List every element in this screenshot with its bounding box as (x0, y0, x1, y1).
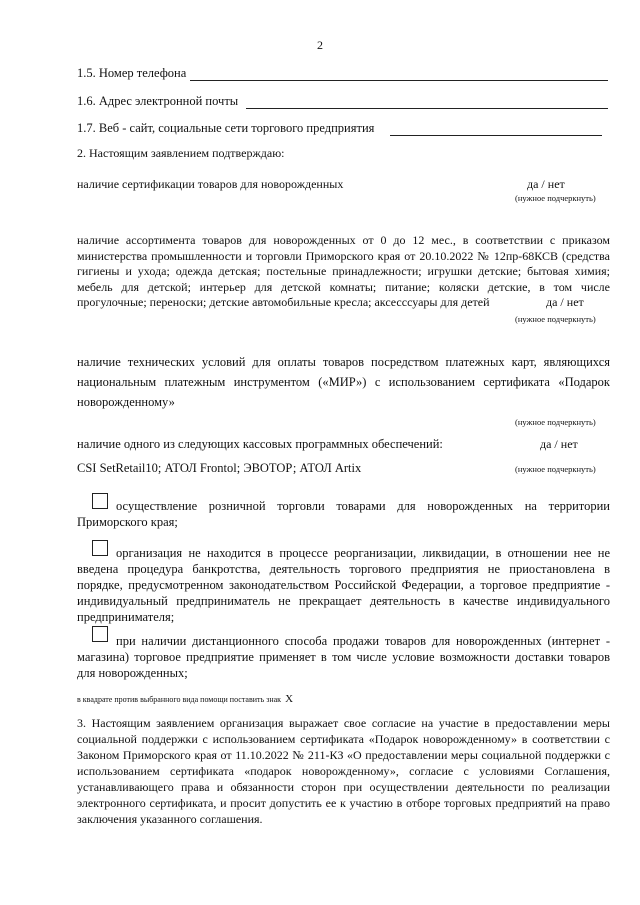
checkbox-hint (77, 689, 293, 707)
item-cash-software: наличие одного из следующих кассовых программных обеспечений: (77, 437, 443, 451)
note-3: (нужное подчеркнуть) (515, 417, 596, 427)
cash-software-list: CSI SetRetail10; АТОЛ Frontol; ЭВОТОР; АТОЛ Artix (77, 461, 362, 475)
email-field-line[interactable] (246, 108, 608, 109)
note-1: (нужное подчеркнуть) (515, 193, 596, 203)
website-field-line[interactable] (390, 135, 602, 136)
item-payment-conditions: наличие технических условий для оплаты товаров посредством платежных карт, являющихся национальным платежным инструментом («МИР») с использованием сертификата «Подарок новорожденному» (77, 355, 610, 409)
note-2: (нужное подчеркнуть) (515, 314, 596, 324)
website-field-label: 1.7. Веб - сайт, социальные сети торгового предприятия (77, 121, 375, 135)
checkbox-hint-mark: X (285, 693, 294, 705)
note-4: (нужное подчеркнуть) (515, 464, 596, 474)
item-assortment: наличие ассортимента товаров для новорожденных от 0 до 12 мес., в соответствии с приказом министерства промышленности и торговли Приморского края от 20.10.2022 № 12пр-68КСВ (средства гигиены и ухода; одежда детская; постельные принадлежности; игрушки детские; бытовая химия; мебель для детской; интерьер для детской комнаты; питание; коляски детские, в том числе прогулочные; переноски; детские автомобильные кресла; аксесссуары для детей (77, 233, 610, 309)
phone-field-line[interactable] (190, 80, 608, 81)
checkbox-online-delivery-text: при наличии дистанционного способа продажи товаров для новорожденных (интернет - магазина) торговое предприятие применяет в том числе условие возможности доставки товаров для новорожденных; (77, 634, 610, 680)
yes-no-4[interactable]: да / нет (540, 437, 578, 451)
checkbox-hint-text: в квадрате против выбранного вида помощи поставить знак (77, 695, 282, 704)
section3-consent: 3. Настоящим заявлением организация выражает свое согласие на участие в предоставлении меры социальной поддержки с использованием сертификата «Подарок новорожденному» в соответствии с Законом Приморского края от 11.10.2022 № 211-КЗ «О предоставлении меры социальной поддержки с использованием сертификата «подарок новорожденному», согласие с условиями Соглашения, устанавливающего права и обязанности сторон при осуществлении деятельности по реализации электронного сертификата, и просит допустить ее к участию в отборе торговых предприятий на право заключения указанного соглашения. (77, 716, 610, 826)
yes-no-2[interactable]: да / нет (540, 295, 584, 310)
phone-field-label: 1.5. Номер телефона (77, 66, 187, 80)
yes-no-1[interactable]: да / нет (527, 177, 565, 191)
page-number: 2 (317, 38, 323, 52)
checkbox-no-reorganization-text: организация не находится в процессе реорганизации, ликвидации, в отношении нее не введена процедура банкротства, деятельность торгового предприятия не приостановлена в порядке, предусмотренном законодательством Российской Федерации, а торговое предприятие - индивидуальный предприниматель не прекращает деятельность в качестве индивидуального предпринимателя; (77, 546, 610, 624)
checkbox-retail-trade-text: осуществление розничной торговли товарами для новорожденных на территории Приморского края; (77, 499, 610, 529)
email-field-label: 1.6. Адрес электронной почты (77, 94, 239, 108)
section2-heading: 2. Настоящим заявлением подтверждаю: (77, 146, 285, 160)
item-certification: наличие сертификации товаров для новорожденных (77, 177, 344, 191)
